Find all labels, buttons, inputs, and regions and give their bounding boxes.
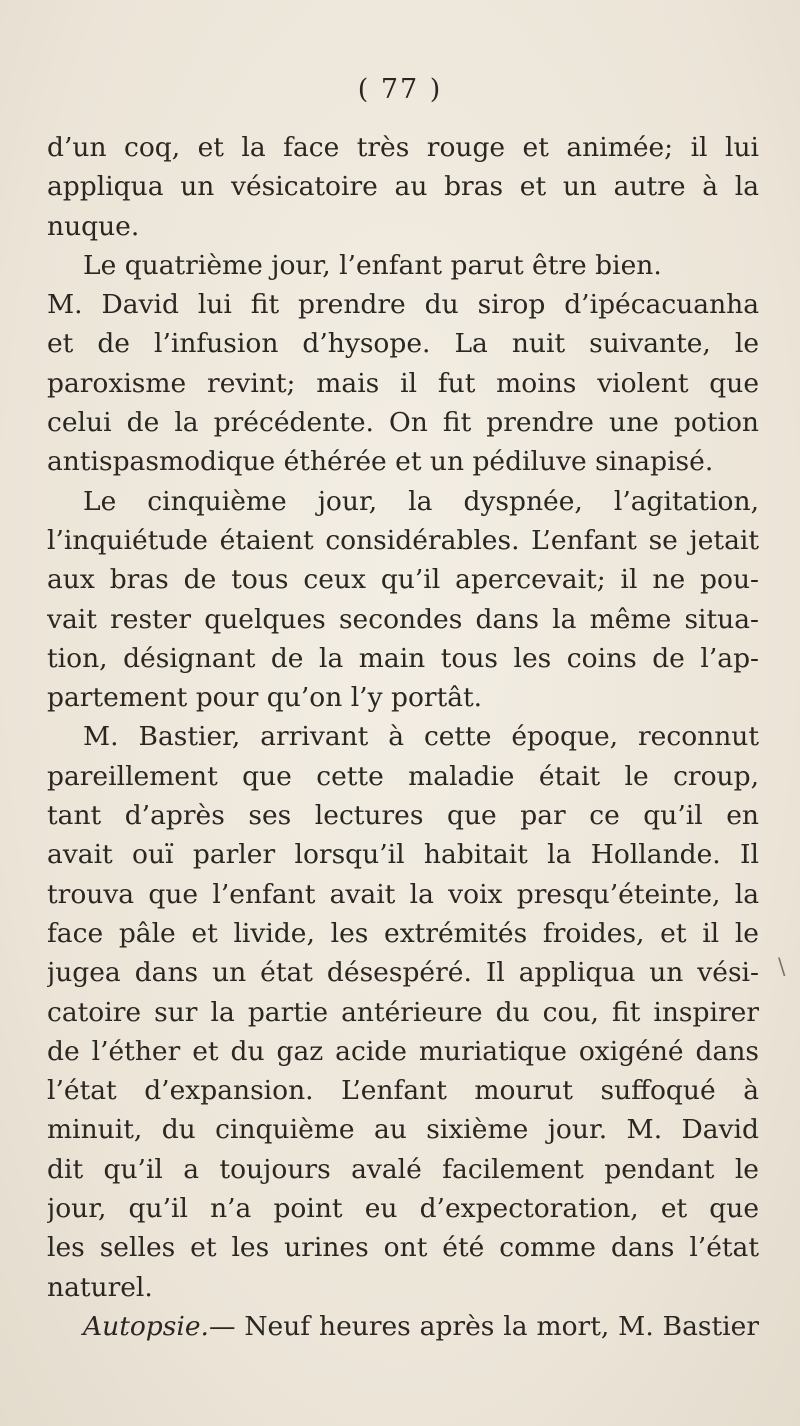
text-line: jugea dans un état désespéré. Il appliqua un vési- (47, 957, 759, 989)
margin-pencil-mark: \ (778, 955, 786, 980)
text-line: Le quatrième jour, l’enfant parut être bien. (83, 249, 662, 281)
text-line: minuit, du cinquième au sixième jour. M. David (47, 1114, 759, 1146)
text-line: vait rester quelques secondes dans la même situa- (47, 603, 759, 635)
text-line: de l’éther et du gaz acide muriatique oxigéné dans (47, 1035, 759, 1067)
text-line: pareillement que cette maladie était le croup, (47, 760, 759, 792)
text-line: avait ouï parler lorsqu’il habitait la Hollande. Il (47, 839, 759, 871)
text-line: naturel. (47, 1271, 153, 1303)
text-line: catoire sur la partie antérieure du cou, fit inspirer (47, 996, 759, 1028)
text-line: nuque. (47, 210, 140, 242)
text-line: aux bras de tous ceux qu’il apercevait; il ne pou- (47, 564, 759, 596)
text-line: partement pour qu’on l’y portât. (47, 682, 483, 714)
text-line: appliqua un vésicatoire au bras et un autre à la (47, 171, 759, 203)
text-line: paroxisme revint; mais il fut moins violent que (47, 367, 759, 399)
page-number: ( 77 ) (357, 74, 443, 105)
autopsy-text: — Neuf heures après la mort, M. Bastier (208, 1310, 759, 1342)
text-line: face pâle et livide, les extrémités froides, et il le (47, 917, 759, 949)
text-line: dit qu’il a toujours avalé facilement pendant le (47, 1153, 759, 1185)
autopsy-line (47, 1307, 759, 1346)
text-line: tant d’après ses lectures que par ce qu’il en (47, 800, 759, 832)
text-line: d’un coq, et la face très rouge et animée; il lui (47, 132, 759, 163)
text-line: celui de la précédente. On fit prendre une potion (47, 407, 759, 439)
text-line: tion, désignant de la main tous les coins de l’ap- (47, 642, 759, 674)
text-line: Le cinquième jour, la dyspnée, l’agitation, (83, 485, 759, 517)
text-line: jour, qu’il n’a point eu d’expectoration, et que (47, 1193, 759, 1225)
text-line: antispasmodique éthérée et un pédiluve sinapisé. (47, 446, 714, 478)
text-line: les selles et les urines ont été comme dans l’état (47, 1232, 759, 1264)
autopsy-heading: Autopsie. (83, 1310, 209, 1342)
body-text (47, 128, 759, 1346)
text-line: et de l’infusion d’hysope. La nuit suivante, le (47, 328, 759, 360)
text-line: trouva que l’enfant avait la voix presqu’éteinte, la (47, 878, 759, 910)
text-line: l’état d’expansion. L’enfant mourut suffoqué à (47, 1075, 759, 1107)
text-line: M. David lui fit prendre du sirop d’ipécacuanha (47, 289, 759, 321)
text-line: l’inquiétude étaient considérables. L’enfant se jetait (47, 524, 759, 556)
text-line: M. Bastier, arrivant à cette époque, reconnut (83, 721, 759, 753)
